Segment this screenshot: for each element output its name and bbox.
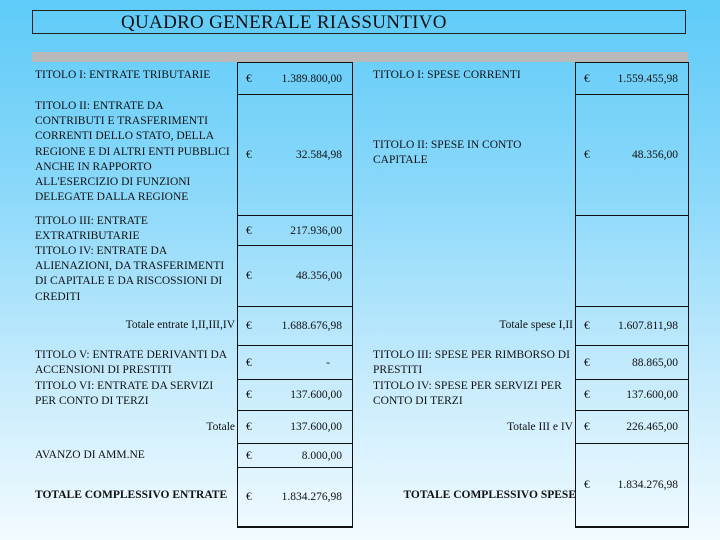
spese-subtotal-label: Totale III e IV — [507, 421, 573, 433]
currency-symbol: € — [584, 421, 590, 433]
entrate-values-column — [237, 62, 353, 528]
currency-symbol: € — [246, 149, 252, 161]
entrate-label-2: TITOLO II: ENTRATE DA CONTRIBUTI E TRASFERIMENTI CORRENTI DELLO STATO, DELLA REGIONE E DI ALTRI ENTI PUBBLICI ANCHE IN RAPPORTO ALL'ESERCIZIO DI FUNZIONI DELEGATE DALLA REGIONE — [35, 100, 230, 204]
amount: 1.834.276,98 — [617, 479, 678, 491]
amount: 32.584,98 — [296, 149, 342, 161]
spese-values-column — [575, 62, 689, 528]
currency-symbol: € — [584, 356, 590, 369]
currency-symbol: € — [246, 449, 252, 462]
amount: 137.600,00 — [290, 389, 342, 401]
currency-symbol: € — [246, 491, 252, 503]
totale-entrate-label: TOTALE COMPLESSIVO ENTRATE — [35, 489, 228, 501]
currency-symbol: € — [246, 356, 252, 369]
currency-symbol: € — [584, 479, 590, 491]
totale-spese-label: TOTALE COMPLESSIVO SPESE — [403, 489, 576, 501]
amount: 137.600,00 — [290, 421, 342, 433]
currency-symbol: € — [246, 72, 252, 85]
avanzo-label: AVANZO DI AMM.NE — [35, 449, 145, 461]
entrate-label-3: TITOLO III: ENTRATE EXTRATRIBUTARIE — [35, 215, 148, 243]
entrate-total-label: Totale entrate I,II,III,IV — [125, 319, 235, 331]
currency-symbol: € — [246, 421, 252, 433]
entrate-label-1: TITOLO I: ENTRATE TRIBUTARIE — [35, 69, 211, 81]
currency-symbol: € — [246, 270, 252, 282]
amount: 1.389.800,00 — [281, 72, 342, 85]
entrate-subtotal-label: Totale — [206, 421, 235, 433]
amount: 1.688.676,98 — [281, 320, 342, 332]
amount: 1.834.276,98 — [281, 491, 342, 503]
spese-label-2: TITOLO II: SPESE IN CONTO CAPITALE — [373, 139, 522, 167]
amount: 48.356,00 — [296, 270, 342, 282]
amount: 1.559.455,98 — [617, 72, 678, 85]
currency-symbol: € — [584, 149, 590, 161]
currency-symbol: € — [246, 389, 252, 401]
amount: 1.607.811,98 — [618, 320, 678, 332]
spese-label-3: TITOLO III: SPESE PER RIMBORSO DI PRESTITI — [373, 349, 570, 377]
currency-symbol: € — [584, 320, 590, 332]
header-divider — [32, 52, 688, 62]
amount: 48.356,00 — [632, 149, 678, 161]
amount: 137.600,00 — [626, 389, 678, 401]
amount: 226.465,00 — [626, 421, 678, 433]
entrate-label-5: TITOLO V: ENTRATE DERIVANTI DA ACCENSIONI DI PRESTITI — [35, 349, 227, 377]
spese-total-label: Totale spese I,II — [499, 319, 573, 331]
currency-symbol: € — [246, 320, 252, 332]
amount: - — [326, 356, 330, 369]
page-title: QUADRO GENERALE RIASSUNTIVO — [32, 10, 686, 34]
amount: 88.865,00 — [632, 356, 678, 369]
amount: 217.936,00 — [290, 224, 342, 237]
spese-label-4: TITOLO IV: SPESE PER SERVIZI PER CONTO DI TERZI — [373, 380, 562, 408]
spese-label-1: TITOLO I: SPESE CORRENTI — [373, 69, 521, 81]
entrate-label-6: TITOLO VI: ENTRATE DA SERVIZI PER CONTO DI TERZI — [35, 380, 214, 408]
currency-symbol: € — [246, 224, 252, 237]
currency-symbol: € — [584, 72, 590, 85]
currency-symbol: € — [584, 389, 590, 401]
entrate-label-4: TITOLO IV: ENTRATE DA ALIENAZIONI, DA TRASFERIMENTI DI CAPITALE E DA RISCOSSIONI DI CREDITI — [35, 245, 225, 303]
amount: 8.000,00 — [301, 449, 342, 462]
empty-cell — [576, 215, 688, 306]
